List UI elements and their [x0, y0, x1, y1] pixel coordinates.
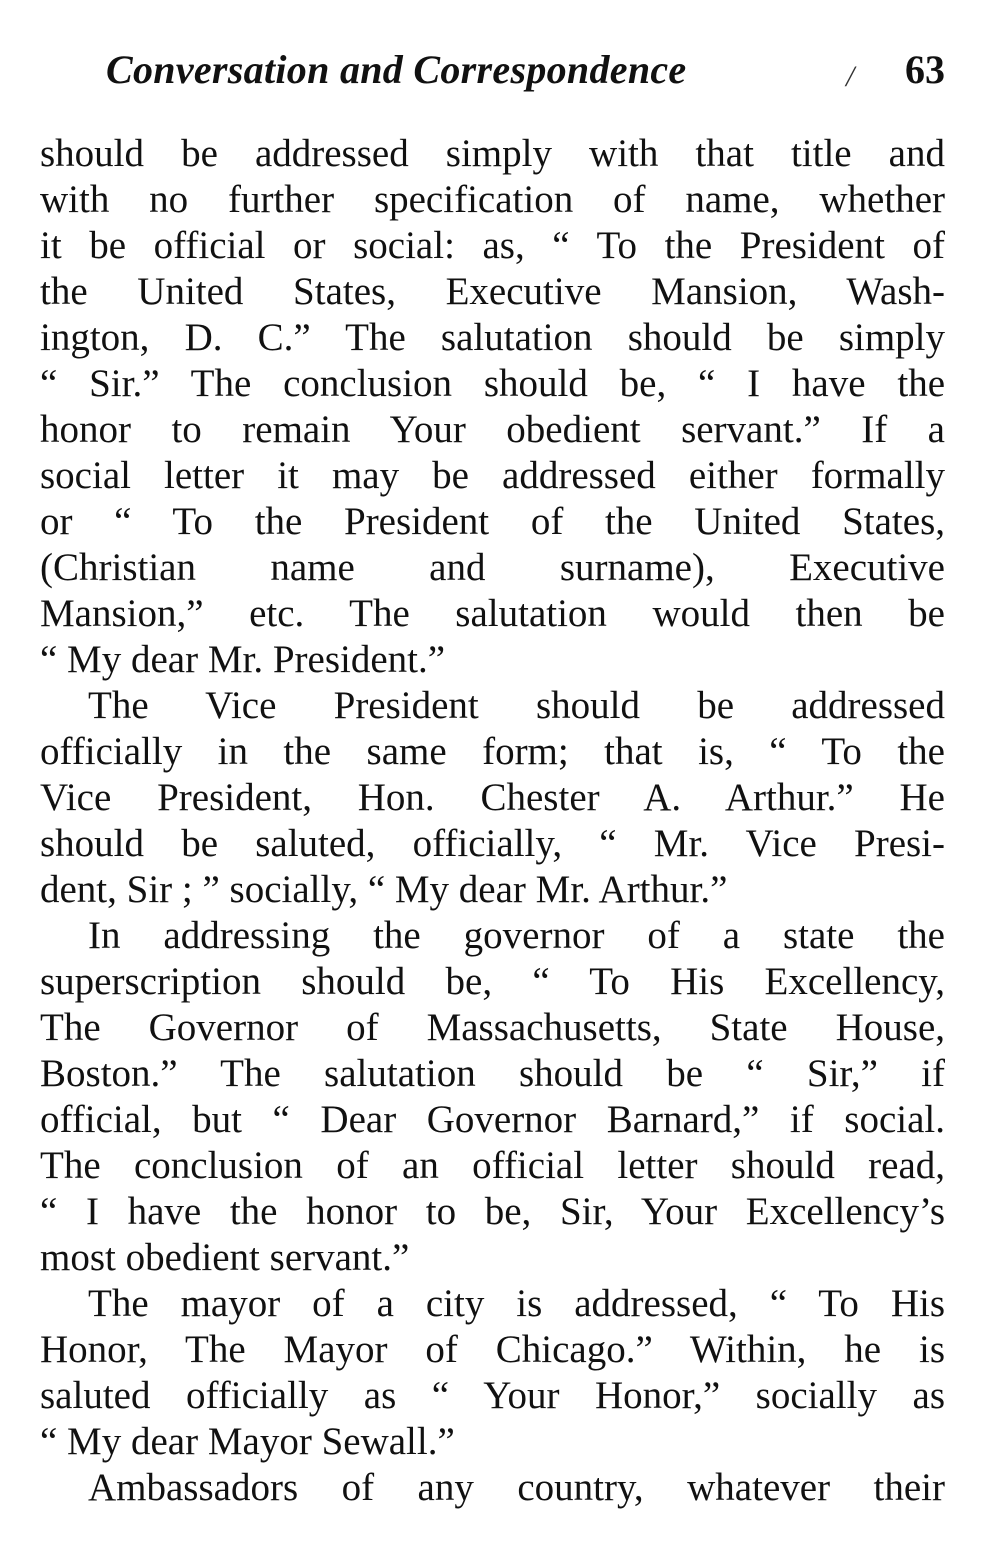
text-line: most obedient servant.”	[40, 1236, 410, 1279]
text-line: “ Sir.” The conclusion should be, “ I have the	[40, 362, 945, 405]
text-line: dent, Sir ; ” socially, “ My dear Mr. Arthur.”	[40, 868, 728, 911]
text-line: Boston.” The salutation should be “ Sir,” if	[40, 1052, 945, 1095]
text-line: ington, D. C.” The salutation should be simply	[40, 316, 945, 359]
page-header	[40, 46, 945, 102]
margin-mark: /	[846, 60, 855, 93]
text-line: should be addressed simply with that title and	[40, 132, 945, 175]
page-number: 63	[905, 47, 945, 92]
text-line: The mayor of a city is addressed, “ To His	[88, 1282, 945, 1325]
text-line: The Governor of Massachusetts, State House,	[40, 1006, 945, 1049]
running-title: Conversation and Correspondence	[106, 47, 687, 92]
text-line: superscription should be, “ To His Excellency,	[40, 960, 945, 1003]
text-line: should be saluted, officially, “ Mr. Vice Presi-	[40, 822, 945, 865]
text-line: social letter it may be addressed either formally	[40, 454, 945, 497]
text-line: official, but “ Dear Governor Barnard,” if social.	[40, 1098, 945, 1141]
text-line: Mansion,” etc. The salutation would then be	[40, 592, 945, 635]
text-line: officially in the same form; that is, “ To the	[40, 730, 945, 773]
text-line: The conclusion of an official letter should read,	[40, 1144, 945, 1187]
text-line: or “ To the President of the United States,	[40, 500, 945, 543]
text-line: honor to remain Your obedient servant.” If a	[40, 408, 945, 451]
text-line: (Christian name and surname), Executive	[40, 546, 945, 589]
body-text	[40, 131, 945, 1511]
text-line: Ambassadors of any country, whatever their	[88, 1466, 945, 1509]
text-line: “ I have the honor to be, Sir, Your Excellency’s	[40, 1190, 945, 1233]
text-line: “ My dear Mr. President.”	[40, 638, 446, 681]
text-line: Vice President, Hon. Chester A. Arthur.” He	[40, 776, 945, 819]
text-line: Honor, The Mayor of Chicago.” Within, he is	[40, 1328, 945, 1371]
text-line: with no further specification of name, whether	[40, 178, 945, 221]
text-line: saluted officially as “ Your Honor,” socially as	[40, 1374, 945, 1417]
text-line: “ My dear Mayor Sewall.”	[40, 1420, 455, 1463]
text-line: In addressing the governor of a state the	[88, 914, 945, 957]
text-line: The Vice President should be addressed	[88, 684, 945, 727]
text-line: the United States, Executive Mansion, Wash-	[40, 270, 945, 313]
text-line: it be official or social: as, “ To the President of	[40, 224, 945, 267]
